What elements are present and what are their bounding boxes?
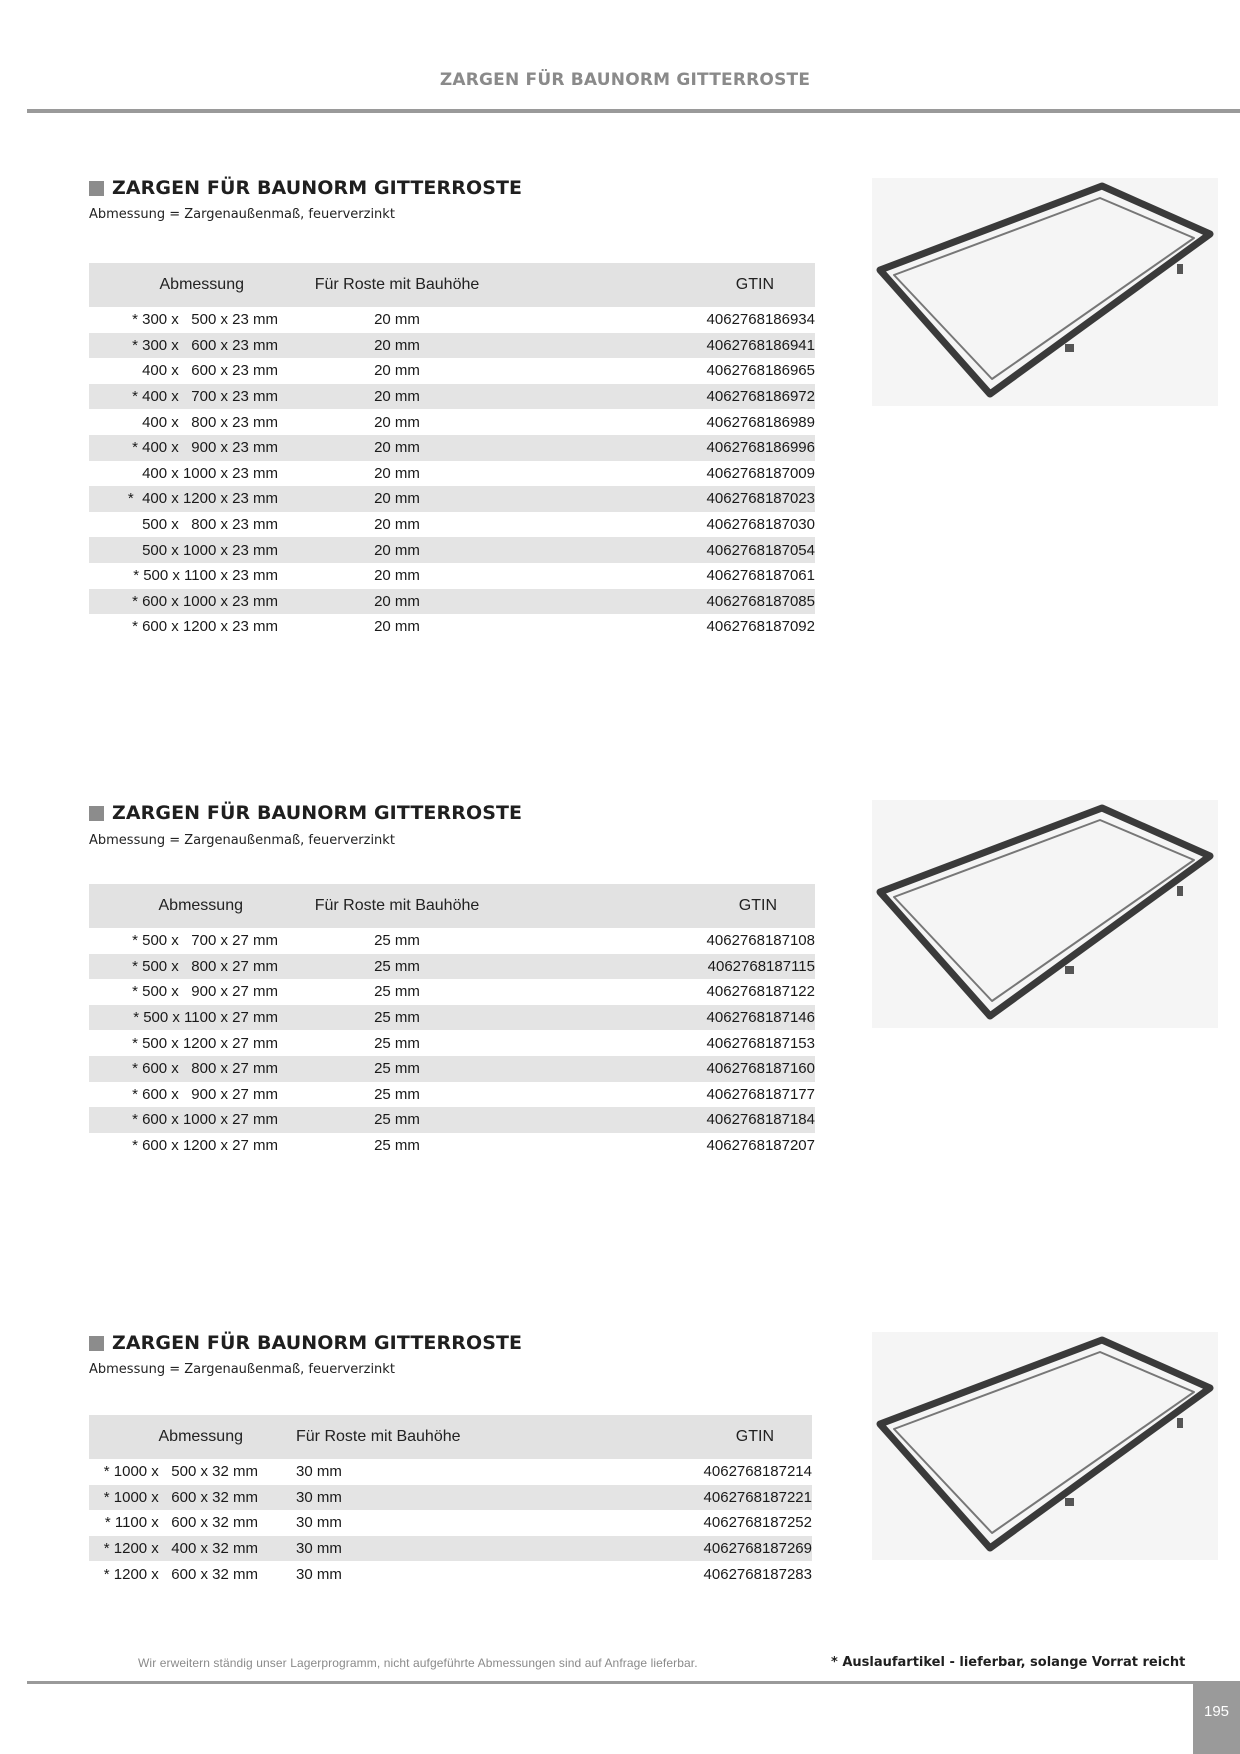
column-header: GTIN: [582, 1415, 812, 1459]
gtin-cell: 4062768186989: [706, 413, 815, 431]
section-subtitle: Abmessung = Zargenaußenmaß, feuerverzinkt: [89, 833, 395, 848]
table-row: [89, 435, 815, 461]
table-header-row: [89, 263, 815, 307]
height-cell: 20 mm: [278, 486, 516, 512]
gtin-cell: 4062768187092: [706, 618, 815, 636]
dimension-cell: 400 x 600 x 23 mm: [142, 362, 278, 380]
dimension-cell: 500 x 1000 x 23 mm: [89, 537, 278, 563]
height-cell: 30 mm: [296, 1565, 342, 1583]
footer-legend: * Auslaufartikel - lieferbar, solange Vorrat reicht: [831, 1655, 1186, 1670]
table-header-row: [89, 884, 815, 928]
gtin-cell: 4062768187283: [703, 1565, 812, 1583]
gtin-cell: 4062768187207: [706, 1137, 815, 1155]
table-header-row: [89, 1415, 812, 1459]
table-row: [89, 563, 815, 589]
height-cell: 30 mm: [296, 1463, 342, 1481]
dimension-cell: * 1200 x 600 x 32 mm: [103, 1565, 258, 1583]
table-row: [89, 358, 815, 384]
table-row: [89, 307, 815, 333]
dimension-cell: * 500 x 700 x 27 mm: [132, 932, 278, 950]
dimension-cell: * 300 x 600 x 23 mm: [89, 333, 278, 359]
gtin-cell: 4062768187153: [706, 1034, 815, 1052]
height-cell: 25 mm: [278, 954, 516, 980]
column-header: Abmessung: [89, 1415, 278, 1459]
dimension-cell: 500 x 800 x 23 mm: [142, 516, 278, 534]
table-row: [89, 461, 815, 487]
frame-product-image: [872, 800, 1218, 1028]
dimension-cell: * 600 x 800 x 27 mm: [89, 1056, 278, 1082]
table-row: [89, 1133, 815, 1159]
section-subtitle: Abmessung = Zargenaußenmaß, feuerverzinkt: [89, 207, 395, 222]
height-cell: 20 mm: [278, 589, 516, 615]
gtin-cell: 4062768187054: [516, 537, 815, 563]
table-row: [89, 979, 815, 1005]
gtin-cell: 4062768187009: [706, 464, 815, 482]
height-cell: 20 mm: [374, 567, 420, 585]
section-title: ZARGEN FÜR BAUNORM GITTERROSTE: [89, 802, 522, 824]
height-cell: 20 mm: [374, 464, 420, 482]
gtin-cell: 4062768186941: [516, 333, 815, 359]
product-table: [89, 263, 815, 640]
height-cell: 20 mm: [374, 362, 420, 380]
section-subtitle: Abmessung = Zargenaußenmaß, feuerverzinkt: [89, 1362, 395, 1377]
page-header-title: ZARGEN FÜR BAUNORM GITTERROSTE: [439, 70, 811, 90]
table-row: [89, 1056, 815, 1082]
height-cell: 25 mm: [278, 1005, 516, 1031]
height-cell: 25 mm: [374, 932, 420, 950]
table-row: [89, 1082, 815, 1108]
dimension-cell: * 1000 x 600 x 32 mm: [89, 1485, 278, 1511]
column-header: Abmessung: [89, 263, 278, 307]
dimension-cell: * 400 x 1200 x 23 mm: [89, 486, 278, 512]
height-cell: 25 mm: [374, 1034, 420, 1052]
height-cell: 30 mm: [296, 1514, 342, 1532]
gtin-cell: 4062768186934: [706, 311, 815, 329]
dimension-cell: * 500 x 900 x 27 mm: [132, 983, 278, 1001]
height-cell: 25 mm: [278, 1056, 516, 1082]
table-row: [89, 589, 815, 615]
dimension-cell: * 500 x 1100 x 27 mm: [89, 1005, 278, 1031]
gtin-cell: 4062768187252: [703, 1514, 812, 1532]
dimension-cell: * 300 x 500 x 23 mm: [132, 311, 278, 329]
gtin-cell: 4062768187061: [706, 567, 815, 585]
dimension-cell: * 600 x 1000 x 27 mm: [89, 1107, 278, 1133]
gtin-cell: 4062768187122: [706, 983, 815, 1001]
table-row: [89, 1561, 812, 1587]
gtin-cell: 4062768186965: [706, 362, 815, 380]
table-row: [89, 384, 815, 410]
footer-rule: [27, 1681, 1193, 1684]
gtin-cell: 4062768186996: [516, 435, 815, 461]
table-row: [89, 614, 815, 640]
table-row: [89, 486, 815, 512]
height-cell: 20 mm: [374, 413, 420, 431]
column-header: Für Roste mit Bauhöhe: [278, 884, 516, 928]
section-title: ZARGEN FÜR BAUNORM GITTERROSTE: [89, 177, 522, 199]
dimension-cell: * 500 x 800 x 27 mm: [89, 954, 278, 980]
square-bullet-icon: [89, 1336, 104, 1351]
steel-frame-icon: [872, 800, 1218, 1028]
height-cell: 20 mm: [374, 618, 420, 636]
table-row: [89, 1459, 812, 1485]
header-rule: [27, 109, 1240, 113]
section-title: ZARGEN FÜR BAUNORM GITTERROSTE: [89, 1332, 522, 1354]
dimension-cell: * 500 x 1100 x 23 mm: [133, 567, 278, 585]
gtin-cell: 4062768187030: [706, 516, 815, 534]
table-row: [89, 1536, 812, 1562]
column-header: Abmessung: [89, 884, 278, 928]
dimension-cell: * 600 x 1200 x 27 mm: [132, 1137, 278, 1155]
height-cell: 25 mm: [278, 1107, 516, 1133]
steel-frame-icon: [872, 178, 1218, 406]
table-row: [89, 1030, 815, 1056]
height-cell: 20 mm: [278, 384, 516, 410]
dimension-cell: * 600 x 1200 x 23 mm: [132, 618, 278, 636]
column-header: Für Roste mit Bauhöhe: [278, 1415, 582, 1459]
gtin-cell: 4062768187221: [582, 1485, 812, 1511]
gtin-cell: 4062768187146: [516, 1005, 815, 1031]
steel-frame-icon: [872, 1332, 1218, 1560]
gtin-cell: 4062768187269: [582, 1536, 812, 1562]
dimension-cell: * 600 x 900 x 27 mm: [132, 1085, 278, 1103]
height-cell: 20 mm: [374, 516, 420, 534]
table-row: [89, 1510, 812, 1536]
table-row: [89, 1107, 815, 1133]
gtin-cell: 4062768187184: [516, 1107, 815, 1133]
table-row: [89, 333, 815, 359]
table-row: [89, 512, 815, 538]
dimension-cell: * 1100 x 600 x 32 mm: [104, 1514, 258, 1532]
dimension-cell: * 1000 x 500 x 32 mm: [103, 1463, 258, 1481]
height-cell: 20 mm: [278, 333, 516, 359]
footer-note: Wir erweitern ständig unser Lagerprogramm, nicht aufgeführte Abmessungen sind auf Anfrage lieferbar.: [138, 1656, 698, 1670]
frame-product-image: [872, 1332, 1218, 1560]
dimension-cell: 400 x 1000 x 23 mm: [142, 464, 278, 482]
table-row: [89, 954, 815, 980]
square-bullet-icon: [89, 806, 104, 821]
gtin-cell: 4062768187023: [516, 486, 815, 512]
table-row: [89, 928, 815, 954]
table-row: [89, 537, 815, 563]
dimension-cell: 400 x 800 x 23 mm: [142, 413, 278, 431]
dimension-cell: * 600 x 1000 x 23 mm: [89, 589, 278, 615]
gtin-cell: 4062768187177: [706, 1085, 815, 1103]
dimension-cell: * 400 x 900 x 23 mm: [89, 435, 278, 461]
gtin-cell: 4062768187214: [703, 1463, 812, 1481]
gtin-cell: 4062768186972: [516, 384, 815, 410]
height-cell: 20 mm: [278, 537, 516, 563]
dimension-cell: * 500 x 1200 x 27 mm: [132, 1034, 278, 1052]
gtin-cell: 4062768187160: [516, 1056, 815, 1082]
dimension-cell: * 400 x 700 x 23 mm: [89, 384, 278, 410]
page-number: 195: [1193, 1681, 1240, 1754]
height-cell: 25 mm: [374, 983, 420, 1001]
gtin-cell: 4062768187108: [706, 932, 815, 950]
height-cell: 30 mm: [278, 1485, 582, 1511]
table-row: [89, 1485, 812, 1511]
gtin-cell: 4062768187085: [516, 589, 815, 615]
height-cell: 20 mm: [374, 311, 420, 329]
gtin-cell: 4062768187115: [516, 954, 815, 980]
product-table: [89, 884, 815, 1158]
table-row: [89, 409, 815, 435]
height-cell: 30 mm: [278, 1536, 582, 1562]
dimension-cell: * 1200 x 400 x 32 mm: [89, 1536, 278, 1562]
column-header: GTIN: [516, 884, 815, 928]
column-header: Für Roste mit Bauhöhe: [278, 263, 516, 307]
height-cell: 25 mm: [374, 1137, 420, 1155]
height-cell: 20 mm: [278, 435, 516, 461]
frame-product-image: [872, 178, 1218, 406]
product-table: [89, 1415, 812, 1587]
table-row: [89, 1005, 815, 1031]
height-cell: 25 mm: [374, 1085, 420, 1103]
square-bullet-icon: [89, 181, 104, 196]
column-header: GTIN: [516, 263, 815, 307]
